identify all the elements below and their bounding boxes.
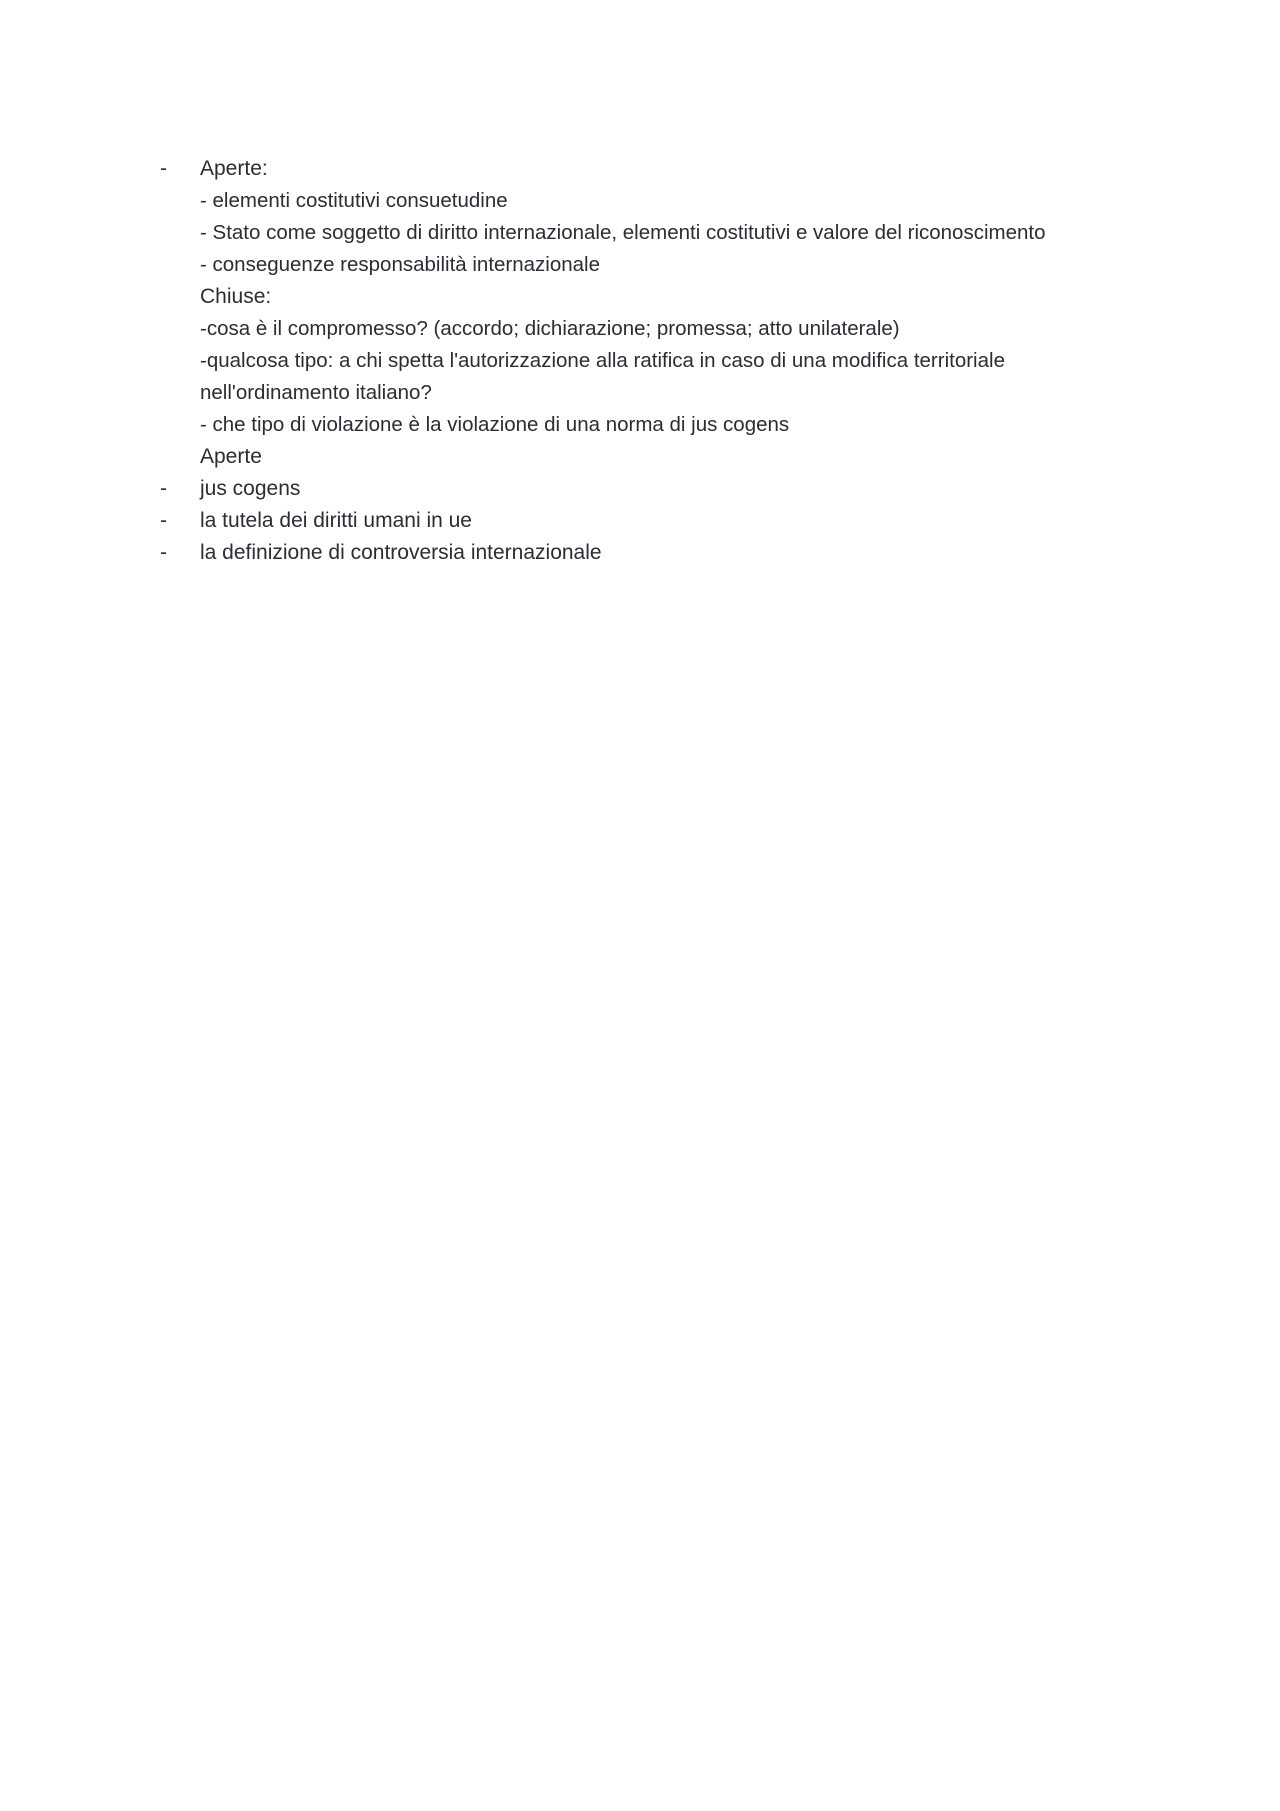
list-item-text: la tutela dei diritti umani in ue — [200, 509, 472, 532]
text-line: nell'ordinamento italiano? — [200, 381, 432, 404]
text-line: - Stato come soggetto di diritto internazionale, elementi costitutivi e valore del riconoscimento — [200, 221, 1046, 244]
list-item — [160, 505, 1120, 537]
list-bullet: - — [160, 509, 167, 532]
section-heading-chiuse: Chiuse: — [200, 285, 272, 308]
list-item-aperte-block — [160, 153, 1120, 473]
text-line: -cosa è il compromesso? (accordo; dichiarazione; promessa; atto unilaterale) — [200, 317, 900, 340]
text-line: - conseguenze responsabilità internazionale — [200, 253, 601, 276]
list-bullet: - — [160, 157, 167, 180]
document-body — [160, 153, 1120, 569]
list-bullet: - — [160, 477, 167, 500]
section-heading-aperte: Aperte — [200, 445, 262, 468]
text-line: - elementi costitutivi consuetudine — [200, 189, 508, 212]
list-item — [160, 473, 1120, 505]
section-heading-aperte: Aperte: — [200, 157, 268, 180]
list-item-text: jus cogens — [200, 477, 301, 500]
list-item — [160, 537, 1120, 569]
list-bullet: - — [160, 541, 167, 564]
list-item-text: la definizione di controversia internazionale — [200, 541, 602, 564]
text-line: -qualcosa tipo: a chi spetta l'autorizzazione alla ratifica in caso di una modifica territoriale — [200, 349, 1005, 372]
text-line: - che tipo di violazione è la violazione di una norma di jus cogens — [200, 413, 790, 436]
